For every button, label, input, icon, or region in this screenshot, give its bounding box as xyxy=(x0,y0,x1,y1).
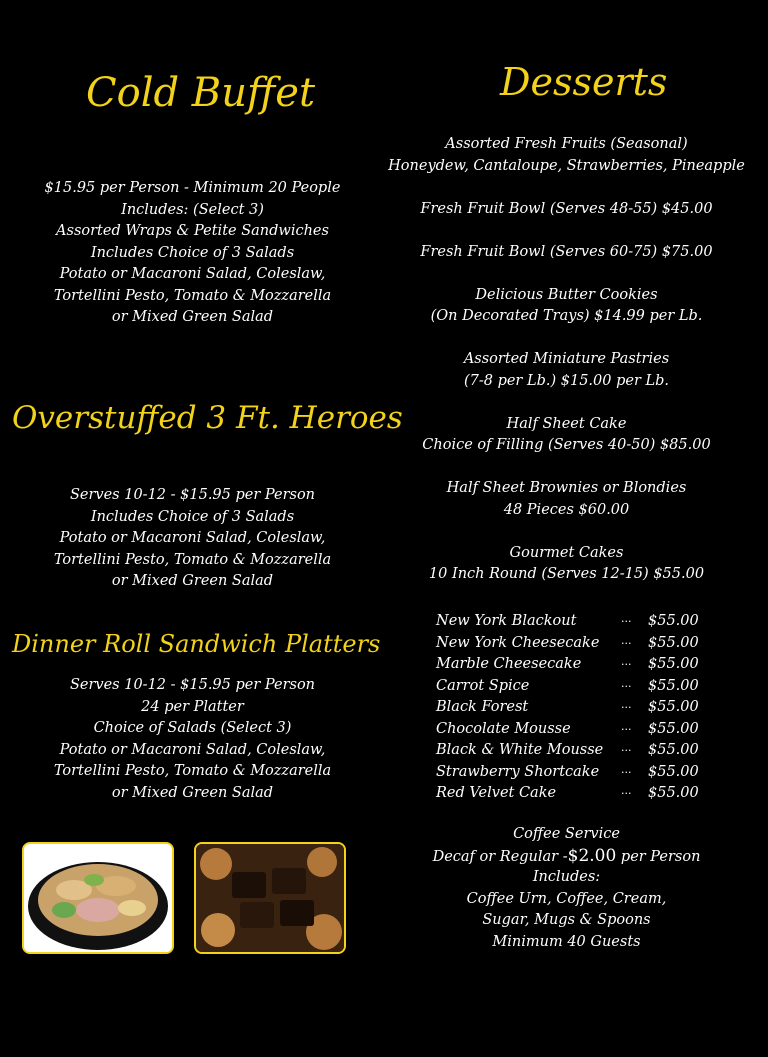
cake-item xyxy=(436,654,706,676)
text-line: Honeydew, Cantaloupe, Strawberries, Pineapple xyxy=(388,157,745,174)
text-line: Choice of Filling (Serves 40-50) $85.00 xyxy=(422,437,711,453)
coffee-service xyxy=(385,824,748,953)
cake-item xyxy=(436,633,706,655)
text-line: Choice of Salads (Select 3) xyxy=(93,720,292,736)
text-line: Sugar, Mugs & Spoons xyxy=(482,912,651,928)
text-line: Delicious Butter Cookies xyxy=(475,286,658,303)
text-line: Serves 10-12 - $15.95 per Person xyxy=(69,677,316,693)
cake-price: $55.00 xyxy=(648,742,699,758)
cake-price: $55.00 xyxy=(648,677,699,694)
cold-buffet-title: Cold Buffet xyxy=(86,70,316,116)
text-line: Assorted Miniature Pastries xyxy=(463,351,670,367)
cake-price: $55.00 xyxy=(648,613,699,629)
text-line: Half Sheet Brownies or Blondies xyxy=(446,480,687,496)
text-line xyxy=(385,521,748,543)
text-line: or Mixed Green Salad xyxy=(111,573,274,589)
cake-price: $55.00 xyxy=(648,699,699,715)
coffee-price: $2.00 xyxy=(567,845,617,866)
cake-price: $55.00 xyxy=(648,785,699,801)
text-line: Includes: (Select 3) xyxy=(121,201,264,218)
cake-price: $55.00 xyxy=(648,720,699,737)
leader-dots: ··· xyxy=(621,636,632,650)
text-line: Assorted Fresh Fruits (Seasonal) xyxy=(445,136,688,152)
brownies-cookies-photo xyxy=(194,842,346,954)
cake-item xyxy=(436,676,706,698)
text-line: or Mixed Green Salad xyxy=(111,784,274,801)
cake-name: Black & White Mousse xyxy=(436,742,604,758)
coffee-price-line xyxy=(385,846,748,868)
cake-price: $55.00 xyxy=(648,656,699,672)
cake-item xyxy=(436,740,706,762)
leader-dots: ··· xyxy=(621,722,632,736)
text-line: (On Decorated Trays) $14.99 per Lb. xyxy=(430,308,703,324)
cold-buffet-details xyxy=(0,178,385,329)
text-line: Half Sheet Cake xyxy=(506,415,627,432)
cake-item xyxy=(436,762,706,784)
cake-price: $55.00 xyxy=(648,763,699,780)
text-line: Potato or Macaroni Salad, Coleslaw, xyxy=(59,741,326,758)
cake-price: $55.00 xyxy=(648,634,699,651)
cake-item xyxy=(436,719,706,741)
text-line: 10 Inch Round (Serves 12-15) $55.00 xyxy=(428,566,705,582)
text-line xyxy=(385,263,748,285)
heroes-details xyxy=(0,485,385,593)
cake-name: Red Velvet Cake xyxy=(436,785,557,801)
cake-name: New York Blackout xyxy=(436,613,577,629)
text-line: Assorted Wraps & Petite Sandwiches xyxy=(56,223,329,239)
text-line: Includes: xyxy=(532,869,601,885)
desserts-title: Desserts xyxy=(500,60,668,104)
leader-dots: ··· xyxy=(621,679,632,693)
text-line: Includes Choice of 3 Salads xyxy=(90,244,295,261)
text-line xyxy=(385,392,748,414)
cake-item xyxy=(436,697,706,719)
text-line xyxy=(385,457,748,479)
cake-name: Strawberry Shortcake xyxy=(436,763,600,780)
leader-dots: ··· xyxy=(621,744,632,757)
text-line: Tortellini Pesto, Tomato & Mozzarella xyxy=(53,287,332,304)
text-line: or Mixed Green Salad xyxy=(111,309,274,325)
desserts-details xyxy=(385,134,748,586)
text-line: 48 Pieces $60.00 xyxy=(503,501,630,518)
leader-dots: ··· xyxy=(621,658,632,671)
sandwich-platter-image xyxy=(24,844,172,952)
text-line: Potato or Macaroni Salad, Coleslaw, xyxy=(59,530,326,546)
coffee-price-suffix: per Person xyxy=(616,848,701,865)
text-line: Gourmet Cakes xyxy=(509,544,624,561)
leader-dots: ··· xyxy=(621,765,632,779)
cake-name: Black Forest xyxy=(436,699,529,715)
text-line: Tortellini Pesto, Tomato & Mozzarella xyxy=(53,763,332,779)
text-line xyxy=(385,328,748,350)
cake-name: Chocolate Mousse xyxy=(436,720,571,737)
text-line: Fresh Fruit Bowl (Serves 60-75) $75.00 xyxy=(420,243,713,260)
text-line: Fresh Fruit Bowl (Serves 48-55) $45.00 xyxy=(420,200,713,217)
leader-dots: ··· xyxy=(621,787,632,800)
text-line: (7-8 per Lb.) $15.00 per Lb. xyxy=(463,372,670,389)
text-line: Includes Choice of 3 Salads xyxy=(90,508,295,525)
text-line: 24 per Platter xyxy=(141,698,244,715)
sandwich-platter-photo xyxy=(22,842,174,954)
leader-dots: ··· xyxy=(621,701,632,714)
text-line: $15.95 per Person - Minimum 20 People xyxy=(44,180,341,196)
dinner-roll-title: Dinner Roll Sandwich Platters xyxy=(12,630,381,658)
cake-list xyxy=(436,611,706,805)
leader-dots: ··· xyxy=(621,615,632,628)
text-line: Minimum 40 Guests xyxy=(492,933,641,950)
cake-name: Carrot Spice xyxy=(436,677,530,694)
cake-name: New York Cheesecake xyxy=(436,634,600,651)
text-line xyxy=(385,177,748,199)
cake-name: Marble Cheesecake xyxy=(436,656,582,672)
heroes-title: Overstuffed 3 Ft. Heroes xyxy=(12,400,403,436)
cake-item xyxy=(436,783,706,805)
text-line xyxy=(385,220,748,242)
coffee-price-prefix: Decaf or Regular - xyxy=(432,848,568,865)
text-line: Serves 10-12 - $15.95 per Person xyxy=(69,487,316,503)
text-line: Coffee Urn, Coffee, Cream, xyxy=(466,890,667,907)
text-line: Tortellini Pesto, Tomato & Mozzarella xyxy=(53,551,332,568)
coffee-title: Coffee Service xyxy=(513,826,620,842)
cake-item xyxy=(436,611,706,633)
brownies-cookies-image xyxy=(196,844,344,952)
dinner-roll-details xyxy=(0,675,385,804)
text-line: Potato or Macaroni Salad, Coleslaw, xyxy=(59,266,326,282)
